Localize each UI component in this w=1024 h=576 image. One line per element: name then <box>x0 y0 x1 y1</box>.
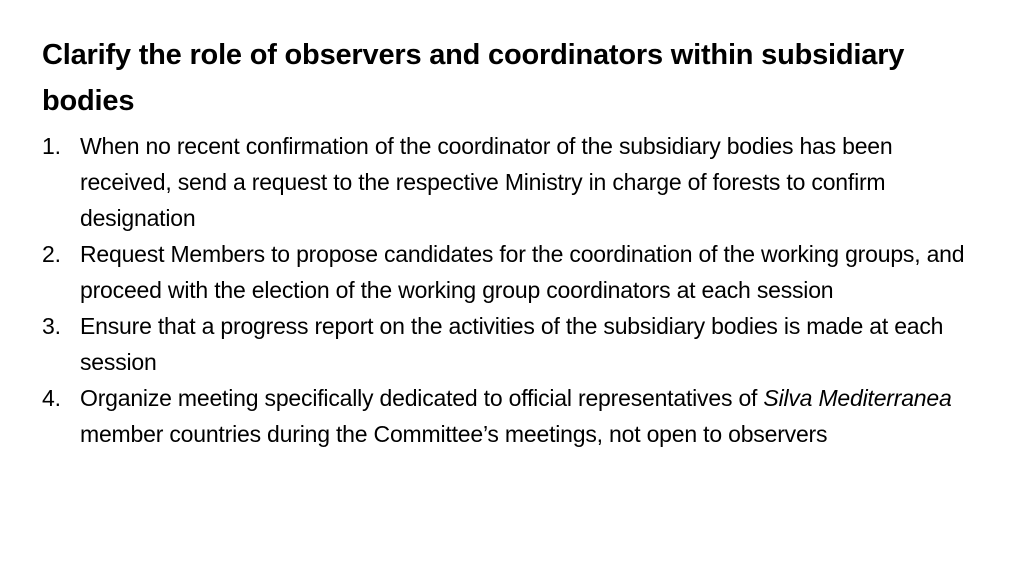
list-item <box>42 128 982 236</box>
list-item-text <box>80 385 952 447</box>
list-item-number: 2. <box>42 241 61 267</box>
list-item-text-after: member countries during the Committee’s meetings, not open to observers <box>80 421 828 447</box>
list-item <box>42 380 982 452</box>
list-item-text: Request Members to propose candidates for the coordination of the working groups, and proceed with the election of the working group coordinators at each session <box>80 241 965 303</box>
list-item-number: 1. <box>42 133 61 159</box>
list-item-number: 3. <box>42 313 61 339</box>
slide-title: Clarify the role of observers and coordinators within subsidiary bodies <box>42 39 905 117</box>
list-item-number: 4. <box>42 385 61 411</box>
list-item-text-italic: Silva Mediterranea <box>763 385 952 411</box>
recommendation-list <box>42 128 982 452</box>
list-item-text: Ensure that a progress report on the activities of the subsidiary bodies is made at each session <box>80 313 944 375</box>
list-item-text: When no recent confirmation of the coordinator of the subsidiary bodies has been received, send a request to the respective Ministry in charge of forests to confirm designation <box>80 133 893 231</box>
list-item <box>42 236 982 308</box>
list-item-text-before: Organize meeting specifically dedicated to official representatives of <box>80 385 764 411</box>
list-item <box>42 308 982 380</box>
